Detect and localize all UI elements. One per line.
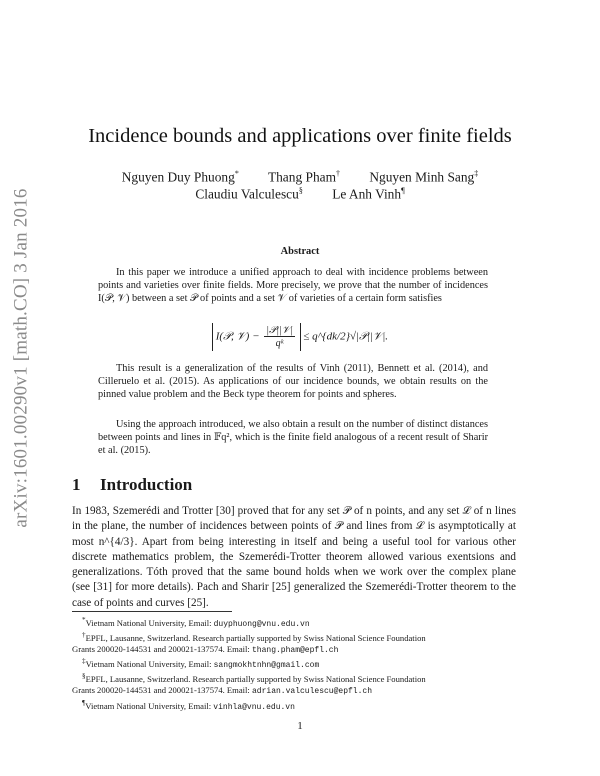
introduction-text: In 1983, Szemerédi and Trotter [30] proved that for any set 𝒫 of n points, and any set ℒ of n lines in the plane, the number of incidences between points of 𝒫 and lines from ℒ is asymptotically at most n^{4/3}. Apart from being interesting in itself and being a useful tool for various other discrete mathematics problem, the Szemerédi-Trotter theorem allowed various exentsions and generalizations. Tóth proved that the same bound holds when we work over the complex plane (see [31] for more details). Pach and Sharir [25] generalized the Szemerédi-Trotter theorem to the case of points and curves [25]. bbox=[72, 505, 516, 609]
arxiv-stamp: arXiv:1601.00290v1 [math.CO] 3 Jan 2016 bbox=[11, 188, 32, 528]
abstract-paragraph-1: In this paper we introduce a unified approach to deal with incidence problems between points and varieties over finite fields. More precisely, we prove that the number of incidences I(𝒫, 𝒱) between a set 𝒫 of points and a set 𝒱 of varieties of a certain form satisfies bbox=[98, 267, 488, 305]
footnote: *Vietnam National University, Email: duyphuong@vnu.edu.vn bbox=[82, 616, 310, 629]
author-name: Claudiu Valculescu bbox=[195, 186, 299, 202]
abstract-heading: Abstract bbox=[280, 246, 320, 257]
incidence-inequality: I(𝒫, 𝒱) − $\frac{\text{|𝒫||𝒱|}}{\text{qᵏ}}$ ≤ q^{dk/2}√|𝒫||𝒱|. bbox=[0, 323, 600, 351]
footnote: §EPFL, Lausanne, Switzerland. Research partially supported by Swiss National Science Foundation bbox=[82, 672, 426, 685]
abstract-paragraph-3: Using the approach introduced, we also obtain a result on the number of distinct distances between points and lines in 𝔽q², which is the finite field analogous of a recent result of Sharir et al. (2015). bbox=[98, 419, 488, 457]
author-name: Le Anh Vinh bbox=[332, 186, 402, 202]
paper-title: Incidence bounds and applications over finite fields bbox=[88, 125, 512, 147]
author-name: Thang Pham bbox=[267, 169, 336, 185]
abstract-paragraph-2: This result is a generalization of the results of Vinh (2011), Bennett et al. (2014), and Cilleruelo et al. (2015). As applications of our incidence bounds, we obtain results on the pinned value problem and the Beck type theorem for points and spheres. bbox=[98, 363, 488, 401]
footnote: †EPFL, Lausanne, Switzerland. Research partially supported by Swiss National Science Foundation bbox=[82, 631, 426, 643]
author-line-1: Nguyen Duy Phuong* Thang Pham† Nguyen Minh Sang‡ bbox=[121, 169, 479, 185]
footnote: ‡Vietnam National University, Email: sangmokhtnhn@gmail.com bbox=[82, 657, 320, 671]
author-name: Nguyen Minh Sang bbox=[369, 169, 475, 185]
footnote-rule bbox=[72, 611, 232, 612]
page-number: 1 bbox=[297, 720, 303, 732]
footnotes: *Vietnam National University, Email: duyphuong@vnu.edu.vn †EPFL, Lausanne, Switzerland. Research partially supported by Swiss National Science Foundation Grants 200020-144531 and 200021-137574. Email: thang.pham@epfl.ch ‡Vietnam National University, Email: sangmokhtnhn@gmail.com §EPFL, Lausanne, Switzerland. Research partially supported by Swiss National Science Foundation Grants 200020-144531 and 200021-137574. Email: adrian.valculescu@epfl.ch ¶Vietnam National University, Email: vinhla@vnu.edu.vn bbox=[72, 615, 516, 713]
author-name: Nguyen Duy Phuong bbox=[121, 169, 235, 185]
author-line-2: Claudiu Valculescu§ Le Anh Vinh¶ bbox=[195, 186, 405, 202]
footnote: ¶Vietnam National University, Email: vinhla@vnu.edu.vn bbox=[82, 698, 295, 712]
section-heading: 1 Introduction bbox=[72, 475, 193, 494]
